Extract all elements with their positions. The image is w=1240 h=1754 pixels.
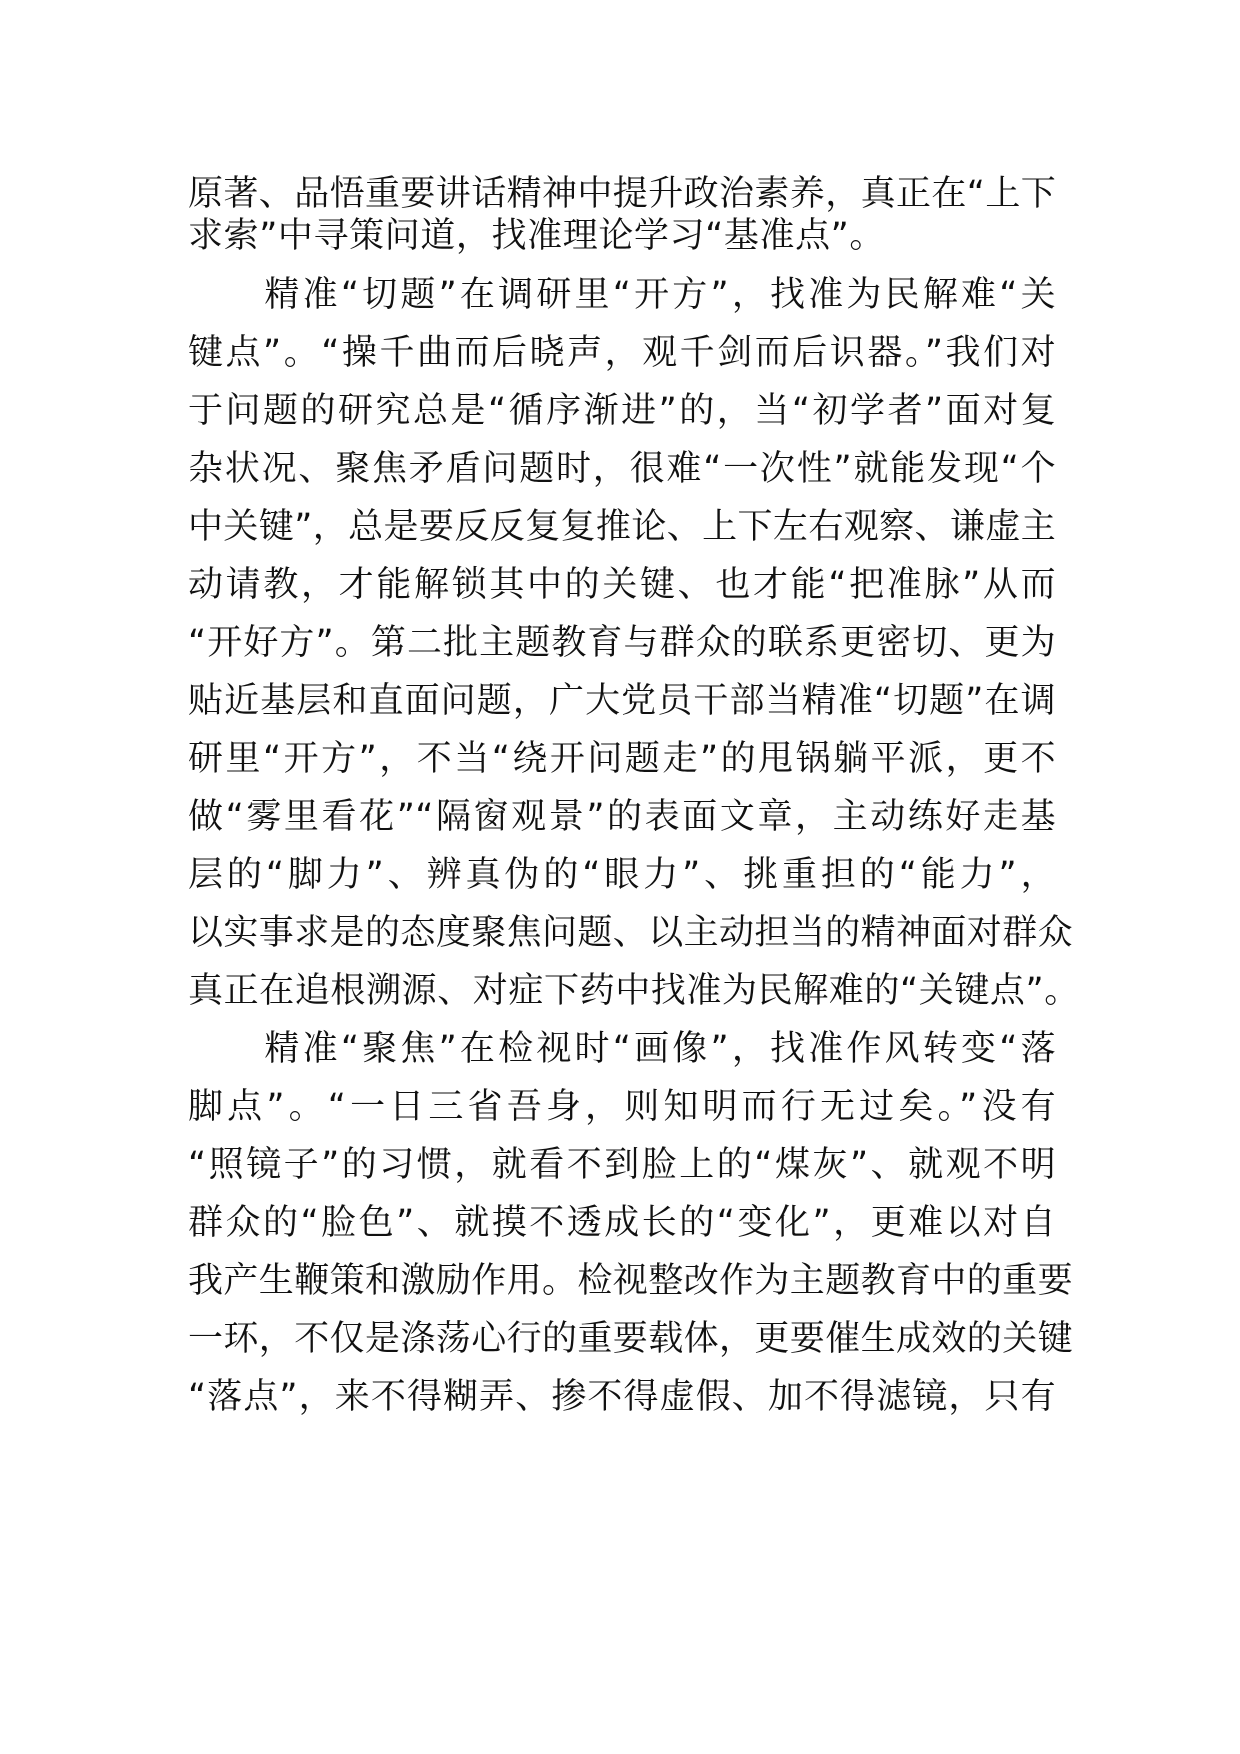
text-line-18: “照镜子”的习惯，就看不到脸上的“煤灰”、就观不明 xyxy=(188,1145,1056,1185)
text-line-7: 中关键”，总是要反反复复推论、上下左右观察、谦虚主 xyxy=(188,507,1057,547)
text-line-12: 做“雾里看花”“隔窗观景”的表面文章，主动练好走基 xyxy=(188,797,1056,837)
text-line-8: 动请教，才能解锁其中的关键、也才能“把准脉”从而 xyxy=(188,565,1056,605)
text-line-2: 求索”中寻策问道，找准理论学习“基准点”。 xyxy=(188,216,885,256)
text-line-11: 研里“开方”，不当“绕开问题走”的甩锅躺平派，更不 xyxy=(188,739,1056,779)
text-line-10: 贴近基层和直面问题，广大党员干部当精准“切题”在调 xyxy=(188,681,1056,721)
text-line-4: 键点”。“操千曲而后晓声，观千剑而后识器。”我们对 xyxy=(188,333,1056,373)
text-line-22: “落点”，来不得糊弄、掺不得虚假、加不得滤镜，只有 xyxy=(188,1377,1056,1417)
text-line-21: 一环，不仅是涤荡心行的重要载体，更要催生成效的关键 xyxy=(188,1319,1074,1359)
text-line-3: 精准“切题”在调研里“开方”，找准为民解难“关 xyxy=(188,275,1056,315)
text-line-15: 真正在追根溯源、对症下药中找准为民解难的“关键点”。 xyxy=(188,971,1080,1011)
text-line-17: 脚点”。“一日三省吾身，则知明而行无过矣。”没有 xyxy=(188,1087,1056,1127)
text-line-5: 于问题的研究总是“循序渐进”的，当“初学者”面对复 xyxy=(188,391,1056,431)
text-line-13: 层的“脚力”、辨真伪的“眼力”、挑重担的“能力”， xyxy=(188,855,1056,895)
text-line-16: 精准“聚焦”在检视时“画像”，找准作风转变“落 xyxy=(188,1029,1056,1069)
text-line-19: 群众的“脸色”、就摸不透成长的“变化”，更难以对自 xyxy=(188,1203,1056,1243)
text-line-14: 以实事求是的态度聚焦问题、以主动担当的精神面对群众 xyxy=(188,913,1074,953)
text-line-6: 杂状况、聚焦矛盾问题时，很难“一次性”就能发现“个 xyxy=(188,449,1056,489)
text-line-20: 我产生鞭策和激励作用。检视整改作为主题教育中的重要 xyxy=(188,1261,1074,1301)
text-line-9: “开好方”。第二批主题教育与群众的联系更密切、更为 xyxy=(188,623,1056,663)
text-line-1: 原著、品悟重要讲话精神中提升政治素养，真正在“上下 xyxy=(188,174,1057,214)
